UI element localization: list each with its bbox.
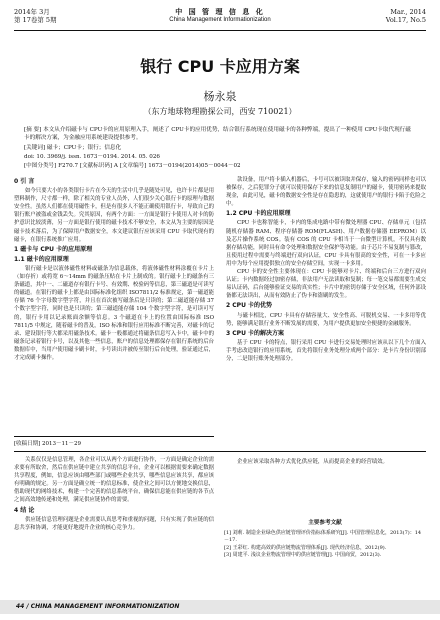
section-divider xyxy=(14,451,426,452)
bottom-left-column xyxy=(14,456,214,596)
received-date: [收稿日期] 2013－11－29 xyxy=(14,436,214,447)
bottom-right-paragraph: 企业应该采取各种方式优化供应链，从而提高企业的经营绩效。 xyxy=(237,459,388,465)
body-paragraph: CPU 卡也称智能卡，卡内的集成电路中带有微处理器 CPU、存储单元（包括随机存储器 RAM、程序存储器 ROM(FLASH)、用户数据存储器 EEPROM）以及芯片操作系统 COS。装有 COS 的 CPU 卡相当于一台微型计算机，不仅具有数据存储功能，同时具有命令处理和数据安全保护等功能。由于芯片不易复制与篡改，且使用过程中需要与终端进行双向认证，CPU 卡具有很高的安全性，可在一卡多应用中为每个应用提供独立的安全存储空间，实现一卡多用。 xyxy=(226,220,426,267)
abstract: [摘 要] 本文从介绍磁卡与 CPU卡的应用原理入手，阐述了 CPU卡的应用优势，结合银行系统现在使用磁卡的各种弊端，提出了一种使用 CPU卡取代现行磁卡的解决方案，为金融应用系统建设提供参考。 xyxy=(24,127,411,141)
body-paragraph: CPU 卡的安全性主要体现在：CPU 卡能够对卡片、终端和后台三方进行双向认证；卡内数据经过加密存储，非法用户无法读取和复制；每一笔交易都需要生成交易认证码，后台能够验证交易的真实性；卡片中的密钥存储于安全区域，任何外部设备都无法读出，从而有效防止了伪卡和盗刷的发生。 xyxy=(226,269,426,300)
body-paragraph: 关系仅仅是信息管理，各企业可以从两个方面进行协作，一方面是确定企业的需求要有所取舍，然后在供应链中建立共享的信息平台，企业可以根据需要来确定数据共享程度，例如，信息应该由哪些部门或哪些企业共享，哪些信息应该共享，都应该有明确的规定。另一方面是确立统一的信息标准，使企业之间可以方便地交换信息，借助现代的网络技术，构建一个完善的信息系统平台，确保信息能在供应链的各节点之间高效地传递和处理，满足供应链协作的需要。 xyxy=(14,457,214,504)
body-paragraph: 银行磁卡是以液体磁性材料或磁条为信息载体，将液体磁性材料涂覆在卡片上（如存折）或将宽 6～14mm 的磁条压贴在卡片上制成的。银行磁卡上的磁条有三条磁道，其中一、二磁道存有银行卡号、有效期、校验码等信息，第三磁道是可读写的磁道。在银行的磁卡上都是由国际标准化组织 ISO7811/2 标准规定，第一磁道能存储 76 个字母数字型字符，并且在首次被写磁条后是只读的；第二磁道能存储 37 个数字型字符，同时也是只读的；第三磁道能存储 104 个数字型字符，是可读可写的，银行卡用以记录账面余额等信息。3 个磁道在卡上的位置由国际标准 ISO 7811/5 中规定，随着磁卡的普及，ISO 标准和银行应用标准不断完善，对磁卡的记录、建设银行等大都采用磁条技术。磁卡一般都通过将磁条信息写入卡中，磁卡中的磁条记录着银行卡号，以及其他一些信息，账户的信息处理都保存在银行系统的后台数据库中，当用户使用磁卡刷卡时，卡号读出并被传至银行后台处理，验证通过后，才完成刷卡操作。 xyxy=(14,265,214,361)
section-heading: 1.1 磁卡的应用原理 xyxy=(14,255,69,263)
references-list xyxy=(224,530,426,560)
running-header xyxy=(14,8,426,31)
keywords: [关键词] 磁卡；CPU卡；银行；信息化 xyxy=(24,145,122,151)
doi: doi: 10. 3969/j. issn. 1673－0194. 2014. 05. 026 xyxy=(24,154,160,160)
footer-page-label: 44 / CHINA MANAGEMENT INFORMATIONIZATION xyxy=(16,603,180,610)
body-paragraph: 与磁卡相比，CPU 卡具有存储容量大、安全性高、可脱机交易、一卡多用等优势，能够满足银行业务不断发展的需要，为用户提供更加安全便捷的金融服务。 xyxy=(226,312,426,327)
reference-item: [3] 周建平. 浅议企业物流管理中的供应链管理[J]. 中国商贸，2012(3). xyxy=(224,552,382,558)
page-footer xyxy=(0,600,440,614)
classification-line: [中图分类号] F270.7 [文献标识码] A [文章编号] 1673－0194(2014)05－0044－02 xyxy=(24,163,241,169)
section-heading: 2 CPU 卡的优势 xyxy=(226,302,273,310)
section-heading: 4 结 论 xyxy=(14,506,35,514)
header-vol-no-en: Vol.17, No.5 xyxy=(385,16,426,24)
article-title: 银行 CPU 卡应用方案 xyxy=(140,57,300,76)
bottom-right-column xyxy=(226,458,426,466)
section-heading: 1.2 CPU 卡的应用原理 xyxy=(226,210,291,218)
journal-name-cn: 中 国 管 理 信 息 化 xyxy=(175,7,265,16)
author-name: 杨永泉 xyxy=(203,90,237,103)
header-volume-issue: 第 17卷第 5期 xyxy=(14,16,57,24)
references xyxy=(224,520,426,560)
author-affiliation: （东方地球物理勘探公司，西安 710021） xyxy=(143,107,297,116)
section-heading: 0 引 言 xyxy=(14,178,35,185)
body-paragraph: 供应链信息管理问题是企业需要认真思考和重视的问题，只有实现了供应链的信息共享和协调，才能更好地提升企业的核心竞争力。 xyxy=(14,516,214,531)
journal-name-en: China Management Informationization xyxy=(169,17,271,23)
section-heading: 3 CPU 卡的解决方案 xyxy=(226,329,285,337)
body-paragraph: 款设备，用户将卡插入机器后，卡号可以被读取并保存，输入的密码同样也可以被保存，之后犯罪分子就可以使用保存下来的信息复制用户的磁卡，使用密码来提取现金，由此可见，磁卡的数据安全性是存在隐患的，这就使用户的银行卡陷于危险之中。 xyxy=(226,177,426,208)
reference-item: [1] 刘莉. 制造企业绿色供应链管理评价指标体系研究[J]. 中国管理信息化，2013(7)：14－17. xyxy=(224,529,422,543)
header-year-month: 2014年 3月 xyxy=(14,8,50,16)
section-heading: 1 磁卡与 CPU 卡的应用原理 xyxy=(14,245,93,253)
body-paragraph: 基于 CPU 卡的特点，银行采用 CPU 卡进行交易处理时应该从以下几个方面入手考虑改造银行的应用系统，首先将银行业务处理分成两个部分：是卡片身份识别部分，二是银行账务处理部分。 xyxy=(226,339,426,362)
right-column xyxy=(226,176,426,446)
reference-item: [2] 王彩红. 构建高效的供应链物流管理体系[J]. 现代经济信息，2012(9). xyxy=(224,544,387,551)
header-right xyxy=(386,8,426,24)
header-month-year-en: Mar., 2014 xyxy=(390,8,426,16)
body-paragraph: 如今只要大小的各类银行卡片在今天的生活中几乎是随处可见，也许卡片都是用塑料制作，尺寸都一样，除了相关的专业人员外，人们很少关心银行卡的原理与数据安全性。虽然人们都在使用磁性卡，但是有很多人不能正确使用银行卡，导致自己的银行账户被盗或金钱丢失。究其原因，有两个方面：一方面是银行卡使用人对卡的防护意识比较淡薄，另一方面是银行使用的磁卡技术不够安全，本文从为主要的原因是磁卡技术落后，为了保障用户数据安全，本文建议银行应该采用 CPU 卡取代现有的磁卡，在银行系统推广应用。 xyxy=(14,188,214,243)
references-heading: 主要参考文献 xyxy=(308,520,342,526)
left-column xyxy=(14,176,214,434)
